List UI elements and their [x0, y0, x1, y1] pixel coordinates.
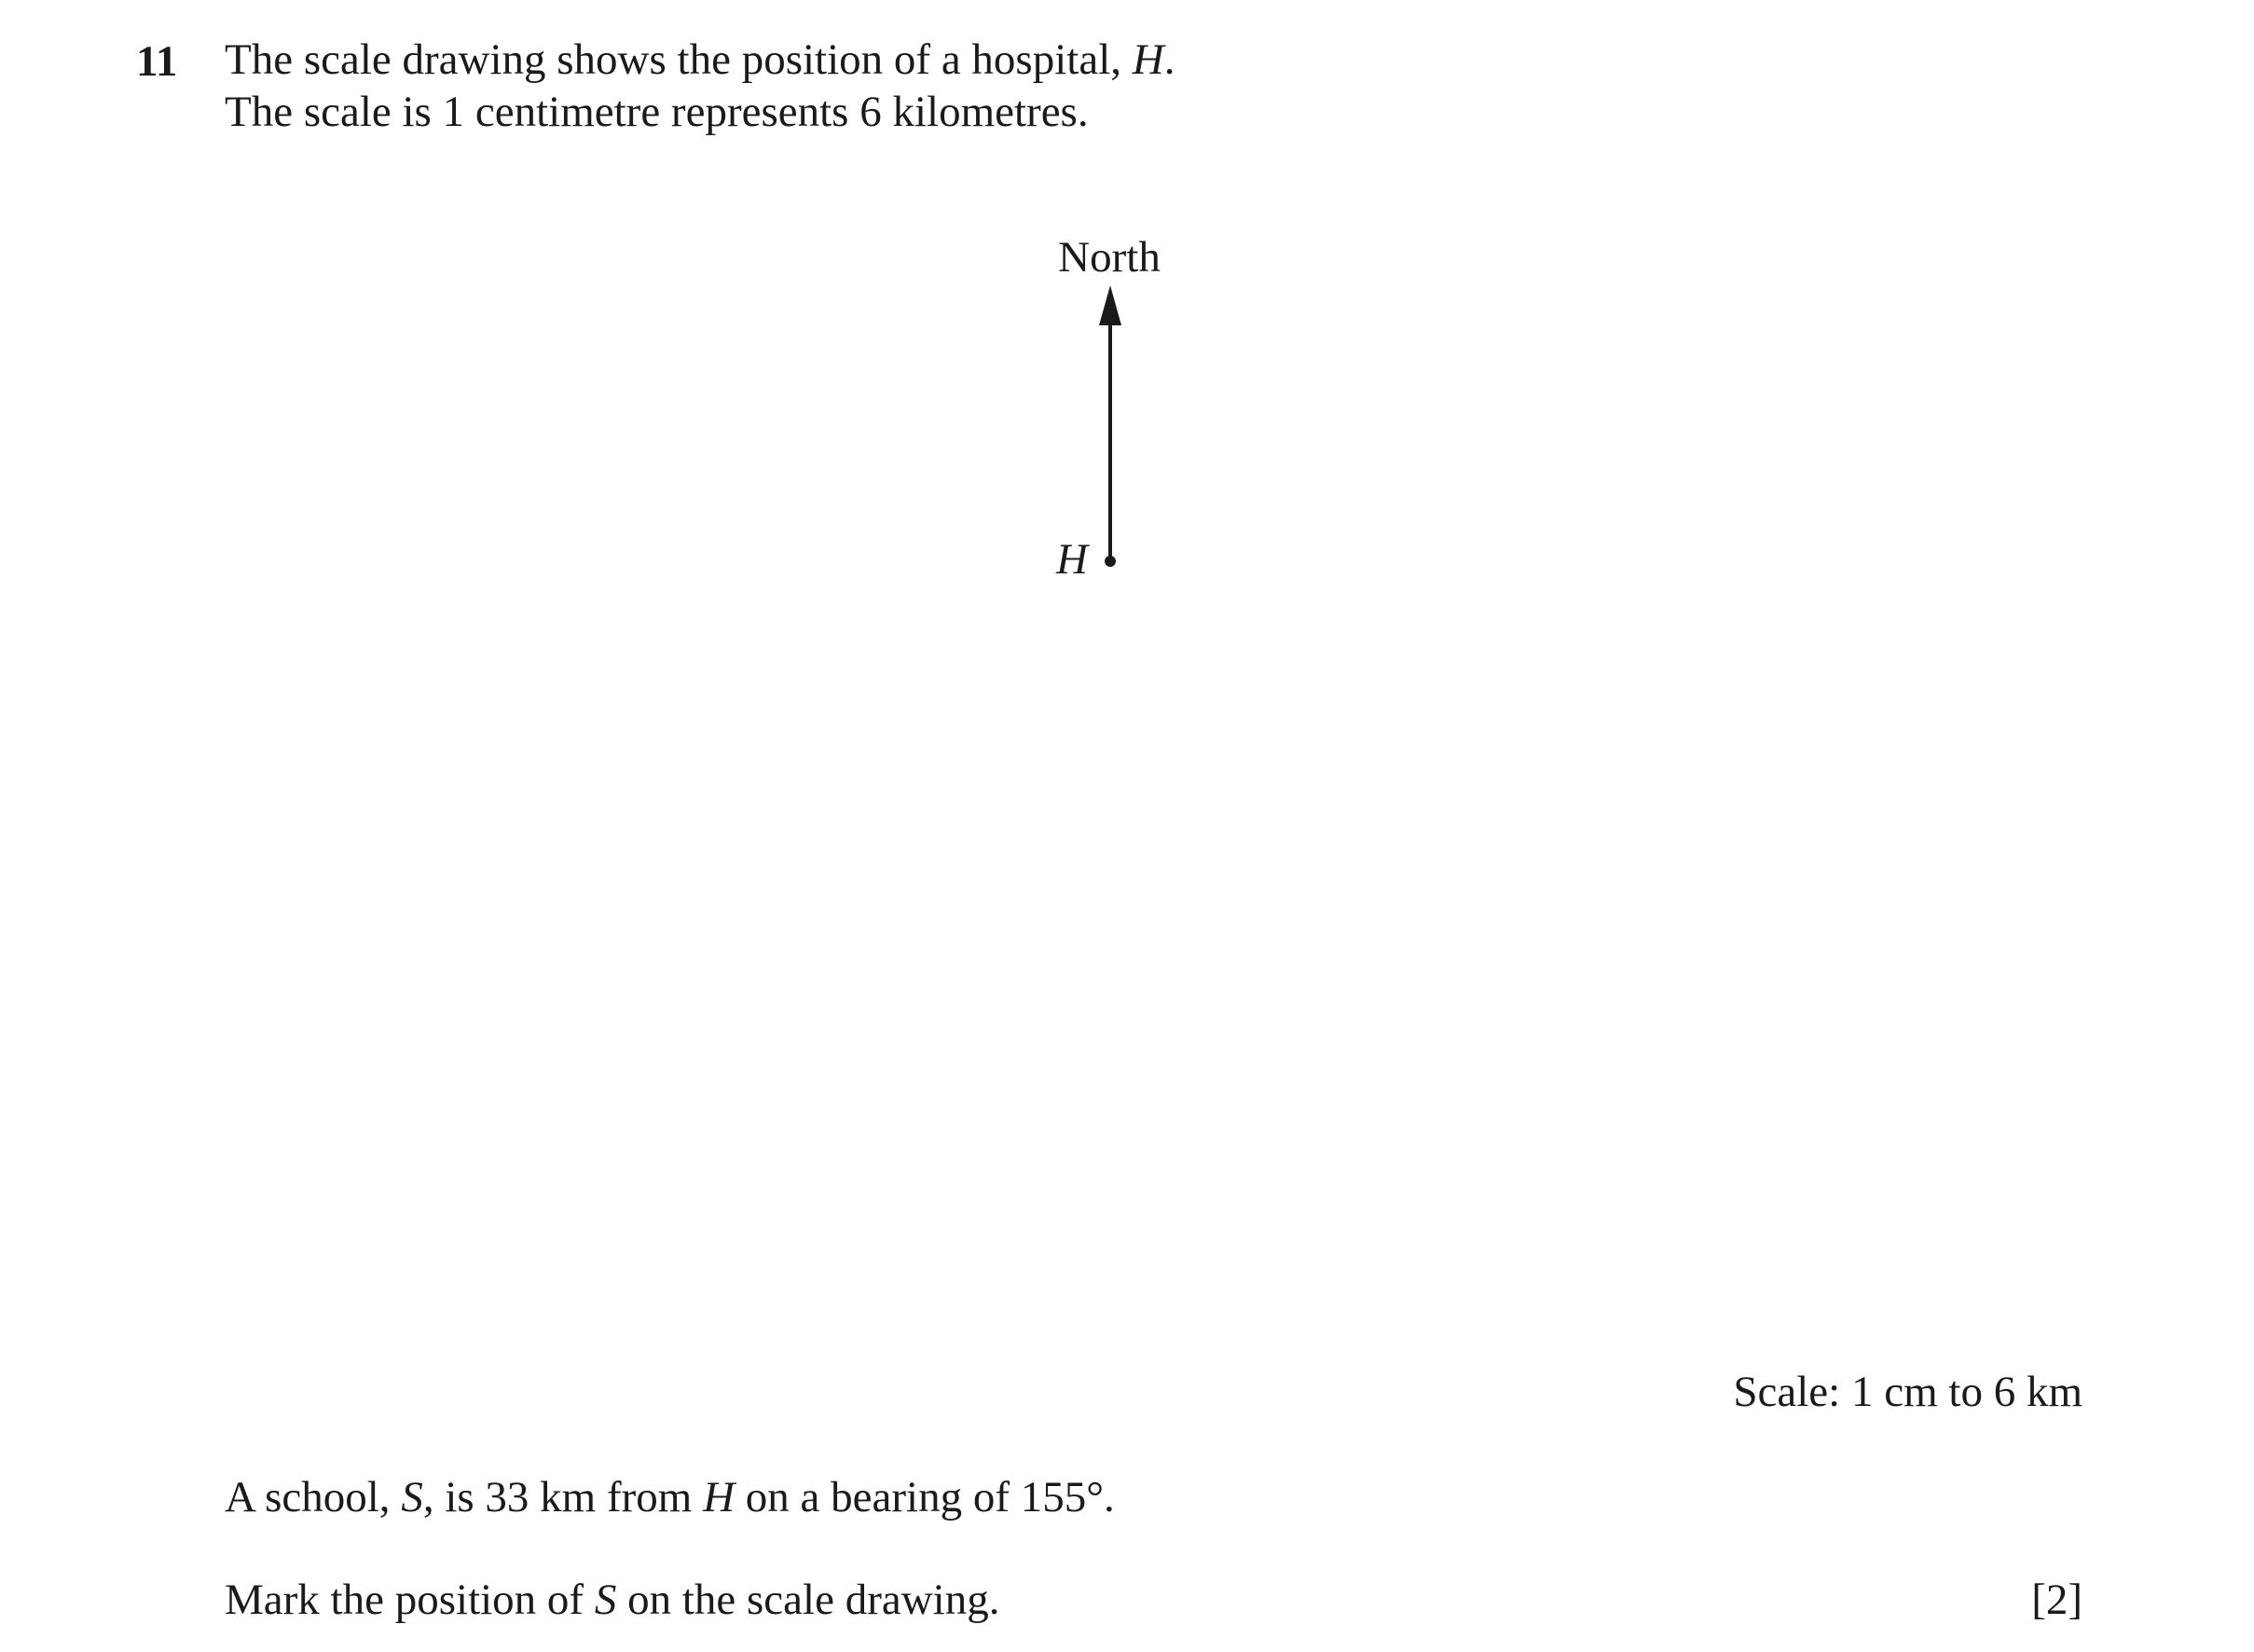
school-question: [225, 1471, 1115, 1523]
stem-text-1a: The scale drawing shows the position of a hospital,: [225, 35, 1133, 84]
instruction: [225, 1574, 999, 1626]
instr-text-b: on the scale drawing.: [616, 1576, 1000, 1624]
school-variable: S: [401, 1473, 423, 1521]
q-text-c: on a bearing of 155°.: [735, 1473, 1115, 1521]
hospital-variable-ref: H: [703, 1473, 735, 1521]
question-number: 11: [136, 37, 178, 86]
hospital-variable: H: [1132, 35, 1164, 84]
q-text-b: , is 33 km from: [422, 1473, 704, 1521]
q-text-a: A school,: [225, 1473, 402, 1521]
hospital-label: H: [1056, 535, 1088, 584]
school-variable-ref: S: [594, 1576, 617, 1624]
marks-allocation: [2]: [2031, 1576, 2082, 1624]
stem-line-2: The scale is 1 centimetre represents 6 kilometres.: [225, 88, 1089, 136]
stem-text-1b: .: [1163, 35, 1175, 84]
instr-text-a: Mark the position of: [225, 1576, 595, 1624]
north-arrowhead: [1099, 285, 1121, 325]
north-label: North: [1058, 233, 1161, 282]
scale-note: Scale: 1 cm to 6 km: [1733, 1368, 2082, 1416]
hospital-point: [1105, 556, 1116, 567]
